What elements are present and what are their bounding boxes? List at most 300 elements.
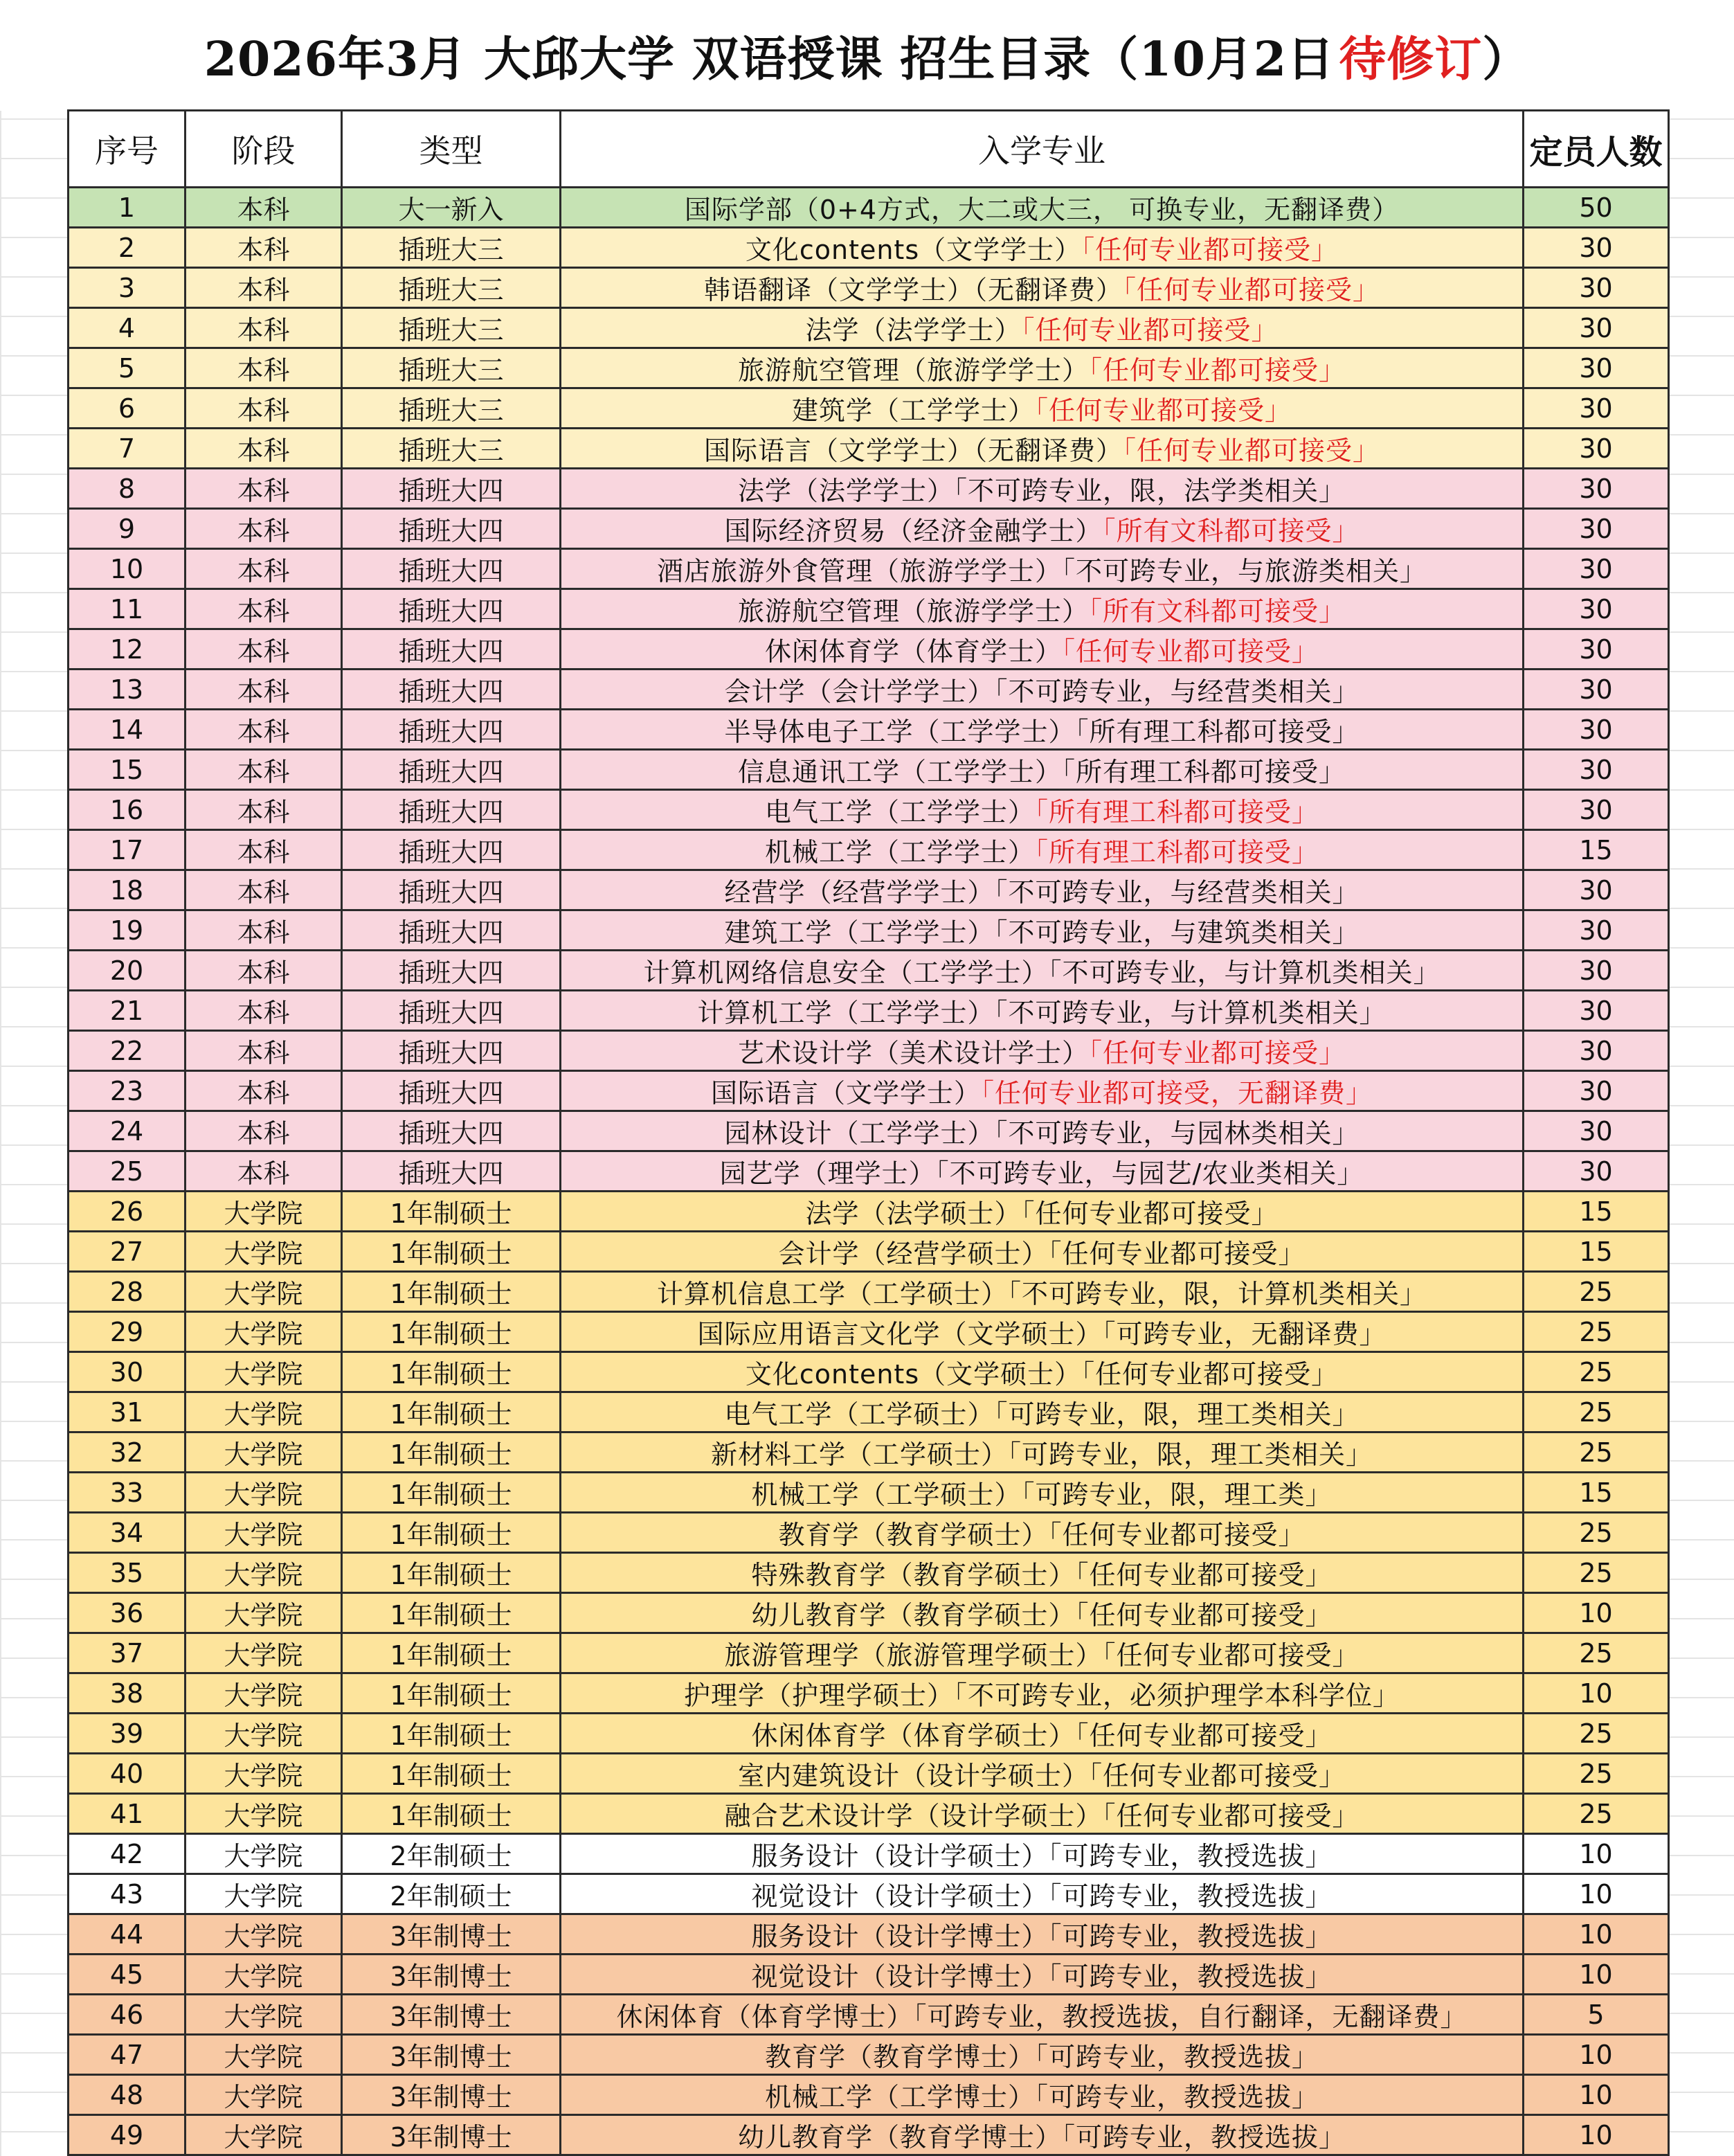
- cell-stage: 本科: [186, 910, 342, 951]
- cell-major: [561, 1031, 1524, 1071]
- cell-count: 10: [1524, 2035, 1669, 2075]
- header-major: 入学专业: [561, 111, 1524, 188]
- table-row: [69, 1031, 1669, 1071]
- cell-major: [561, 1071, 1524, 1111]
- cell-count: 30: [1524, 589, 1669, 629]
- cell-stage: 大学院: [186, 1473, 342, 1513]
- cell-type: 插班大四: [342, 910, 561, 951]
- cell-stage: 大学院: [186, 1192, 342, 1232]
- cell-seq: 4: [69, 308, 186, 348]
- major-name: 国际语言（文学学士）（无翻译费）: [703, 435, 1123, 466]
- cell-major: [561, 429, 1524, 469]
- cell-type: 插班大四: [342, 509, 561, 549]
- cell-count: 30: [1524, 429, 1669, 469]
- table-row: [69, 1192, 1669, 1232]
- cell-type: 插班大四: [342, 790, 561, 830]
- cell-stage: 大学院: [186, 1794, 342, 1834]
- cell-stage: 大学院: [186, 1312, 342, 1352]
- cell-major: [561, 790, 1524, 830]
- cell-count: 30: [1524, 710, 1669, 750]
- cell-type: 3年制博士: [342, 2035, 561, 2075]
- major-name: 机械工学（工学硕士）: [751, 1480, 1022, 1510]
- major-name: 信息通讯工学（工学学士）: [737, 757, 1062, 787]
- cell-count: 30: [1524, 1071, 1669, 1111]
- cell-seq: 37: [69, 1633, 186, 1673]
- major-note: 「可跨专业，限，理工类相关」: [994, 1399, 1360, 1430]
- cell-major: [561, 991, 1524, 1031]
- table-row: [69, 830, 1669, 870]
- major-note: 「任何专业都可接受」: [1075, 1600, 1333, 1631]
- major-name: 休闲体育（体育学博士）: [616, 2002, 914, 2032]
- cell-major: [561, 1955, 1524, 1995]
- major-name: 视觉设计（设计学博士）: [751, 1961, 1049, 1992]
- cell-major: [561, 1352, 1524, 1392]
- major-note: 「任何专业都可接受」: [1075, 1721, 1333, 1751]
- cell-seq: 20: [69, 951, 186, 991]
- cell-count: 10: [1524, 1593, 1669, 1633]
- cell-major: [561, 710, 1524, 750]
- cell-seq: 17: [69, 830, 186, 870]
- major-name: 建筑学（工学学士）: [791, 395, 1035, 426]
- major-note: 「任何专业都可接受」: [1089, 1038, 1346, 1068]
- cell-stage: 大学院: [186, 2035, 342, 2075]
- cell-seq: 14: [69, 710, 186, 750]
- table-row: [69, 549, 1669, 589]
- cell-type: 3年制博士: [342, 1914, 561, 1955]
- table-row: [69, 429, 1669, 469]
- table-row: [69, 1593, 1669, 1633]
- cell-major: [561, 268, 1524, 308]
- cell-count: 15: [1524, 1473, 1669, 1513]
- major-note: 「任何专业都可接受」: [1102, 1640, 1360, 1671]
- cell-type: 3年制博士: [342, 1995, 561, 2035]
- table-row: [69, 469, 1669, 509]
- cell-major: [561, 830, 1524, 870]
- cell-seq: 39: [69, 1714, 186, 1754]
- cell-type: 1年制硕士: [342, 1432, 561, 1473]
- cell-seq: 1: [69, 188, 186, 228]
- major-name: 融合艺术设计学（设计学硕士）: [724, 1801, 1103, 1831]
- major-name: 国际学部（0+4方式，大二或大三， 可换专业，无翻译费）: [684, 195, 1400, 225]
- major-note: 「可跨专业，无翻译费」: [1102, 1319, 1387, 1349]
- cell-major: [561, 1794, 1524, 1834]
- cell-type: 1年制硕士: [342, 1754, 561, 1794]
- cell-stage: 本科: [186, 509, 342, 549]
- cell-count: 25: [1524, 1794, 1669, 1834]
- cell-stage: 本科: [186, 629, 342, 670]
- major-note: 「任何专业都可接受」: [1089, 355, 1346, 386]
- cell-major: [561, 1312, 1524, 1352]
- cell-seq: 30: [69, 1352, 186, 1392]
- cell-seq: 38: [69, 1673, 186, 1714]
- cell-major: [561, 308, 1524, 348]
- cell-stage: 本科: [186, 308, 342, 348]
- table-row: [69, 1473, 1669, 1513]
- cell-seq: 41: [69, 1794, 186, 1834]
- cell-stage: 本科: [186, 1071, 342, 1111]
- cell-count: 15: [1524, 1192, 1669, 1232]
- cell-type: 插班大四: [342, 1071, 561, 1111]
- cell-count: 30: [1524, 549, 1669, 589]
- header-seq: 序号: [69, 111, 186, 188]
- cell-type: 1年制硕士: [342, 1352, 561, 1392]
- cell-seq: 43: [69, 1874, 186, 1914]
- cell-seq: 42: [69, 1834, 186, 1874]
- cell-seq: 40: [69, 1754, 186, 1794]
- table-row: [69, 1392, 1669, 1432]
- table-row: [69, 1151, 1669, 1192]
- cell-major: [561, 2075, 1524, 2115]
- table-row: [69, 1794, 1669, 1834]
- cell-seq: 47: [69, 2035, 186, 2075]
- major-name: 文化contents（文学硕士）: [745, 1359, 1082, 1390]
- cell-stage: 本科: [186, 991, 342, 1031]
- cell-major: [561, 589, 1524, 629]
- major-note: 「不可跨专业，与经营类相关」: [994, 676, 1360, 707]
- table-row: [69, 1955, 1669, 1995]
- cell-major: [561, 1111, 1524, 1151]
- cell-major: [561, 348, 1524, 388]
- cell-type: 插班大三: [342, 388, 561, 429]
- table-row: [69, 629, 1669, 670]
- cell-major: [561, 1192, 1524, 1232]
- cell-major: [561, 1513, 1524, 1553]
- cell-count: 10: [1524, 1834, 1669, 1874]
- cell-stage: 本科: [186, 790, 342, 830]
- cell-count: 25: [1524, 1352, 1669, 1392]
- cell-stage: 大学院: [186, 2075, 342, 2115]
- cell-type: 1年制硕士: [342, 1593, 561, 1633]
- major-name: 特殊教育学（教育学硕士）: [751, 1560, 1076, 1590]
- cell-type: 插班大三: [342, 268, 561, 308]
- header-type: 类型: [342, 111, 561, 188]
- cell-type: 1年制硕士: [342, 1232, 561, 1272]
- major-name: 机械工学（工学博士）: [764, 2082, 1035, 2112]
- title-close: ）: [1482, 31, 1530, 87]
- cell-type: 插班大三: [342, 228, 561, 268]
- major-name: 休闲体育学（体育学士）: [764, 636, 1062, 667]
- table-row: [69, 2035, 1669, 2075]
- major-note: 「任何专业都可接受」: [1021, 1198, 1279, 1229]
- cell-type: 插班大四: [342, 710, 561, 750]
- table-header-row: [69, 111, 1669, 188]
- cell-count: 30: [1524, 1031, 1669, 1071]
- major-name: 园艺学（理学士）: [719, 1158, 936, 1189]
- cell-seq: 7: [69, 429, 186, 469]
- cell-type: 插班大三: [342, 348, 561, 388]
- cell-type: 1年制硕士: [342, 1714, 561, 1754]
- major-note: 「任何专业都可接受，无翻译费」: [981, 1078, 1373, 1108]
- cell-count: 30: [1524, 870, 1669, 910]
- cell-stage: 大学院: [186, 1914, 342, 1955]
- cell-type: 1年制硕士: [342, 1473, 561, 1513]
- cell-seq: 11: [69, 589, 186, 629]
- cell-major: [561, 469, 1524, 509]
- admission-table: [67, 109, 1670, 2156]
- cell-type: 插班大三: [342, 429, 561, 469]
- major-note: 「任何专业都可接受」: [1102, 1801, 1360, 1831]
- major-name: 园林设计（工学学士）: [724, 1118, 995, 1149]
- table-row: [69, 509, 1669, 549]
- cell-type: 3年制博士: [342, 2115, 561, 2155]
- cell-major: [561, 188, 1524, 228]
- cell-seq: 9: [69, 509, 186, 549]
- table-row: [69, 670, 1669, 710]
- table-row: [69, 228, 1669, 268]
- cell-stage: 本科: [186, 188, 342, 228]
- major-name: 幼儿教育学（教育学硕士）: [751, 1600, 1076, 1631]
- cell-type: 插班大四: [342, 870, 561, 910]
- cell-stage: 大学院: [186, 1352, 342, 1392]
- cell-seq: 21: [69, 991, 186, 1031]
- cell-count: 10: [1524, 2115, 1669, 2155]
- cell-major: [561, 2115, 1524, 2155]
- major-note: 「可跨专业，教授选拔」: [1062, 2122, 1346, 2153]
- cell-stage: 本科: [186, 348, 342, 388]
- table-row: [69, 790, 1669, 830]
- cell-count: 10: [1524, 1673, 1669, 1714]
- major-note: 「任何专业都可接受」: [1081, 1359, 1339, 1390]
- cell-seq: 28: [69, 1272, 186, 1312]
- major-note: 「任何专业都可接受」: [1062, 636, 1319, 667]
- cell-major: [561, 629, 1524, 670]
- major-note: 「可跨专业，教授选拔」: [1048, 1881, 1333, 1912]
- cell-seq: 45: [69, 1955, 186, 1995]
- cell-seq: 48: [69, 2075, 186, 2115]
- major-note: 「可跨专业，教授选拔」: [1035, 2042, 1319, 2072]
- cell-major: [561, 1754, 1524, 1794]
- cell-stage: 大学院: [186, 2115, 342, 2155]
- cell-type: 2年制硕士: [342, 1834, 561, 1874]
- major-name: 会计学（经营学硕士）: [778, 1239, 1049, 1269]
- cell-major: [561, 1151, 1524, 1192]
- cell-stage: 大学院: [186, 1513, 342, 1553]
- page-title: [0, 0, 1734, 111]
- major-name: 计算机信息工学（工学硕士）: [656, 1279, 1008, 1309]
- cell-seq: 44: [69, 1914, 186, 1955]
- cell-seq: 10: [69, 549, 186, 589]
- major-note: 「不可跨专业，与建筑类相关」: [994, 917, 1360, 948]
- major-note: 「可跨专业，教授选拔」: [1048, 1921, 1333, 1952]
- cell-seq: 32: [69, 1432, 186, 1473]
- cell-seq: 15: [69, 750, 186, 790]
- cell-type: 插班大四: [342, 1151, 561, 1192]
- cell-major: [561, 670, 1524, 710]
- major-note: 「所有理工科都可接受」: [1075, 717, 1360, 747]
- cell-stage: 本科: [186, 710, 342, 750]
- title-highlight: 待修订: [1339, 31, 1483, 87]
- table-row: [69, 1633, 1669, 1673]
- cell-major: [561, 1714, 1524, 1754]
- cell-major: [561, 1995, 1524, 2035]
- cell-count: 25: [1524, 1432, 1669, 1473]
- major-name: 服务设计（设计学硕士）: [751, 1841, 1049, 1871]
- major-note: 「任何专业都可接受」: [1081, 235, 1339, 265]
- table-row: [69, 1071, 1669, 1111]
- major-name: 护理学（护理学硕士）: [683, 1680, 954, 1711]
- table-row: [69, 1312, 1669, 1352]
- major-name: 机械工学（工学学士）: [764, 837, 1035, 868]
- table-row: [69, 1673, 1669, 1714]
- cell-seq: 5: [69, 348, 186, 388]
- cell-major: [561, 1914, 1524, 1955]
- cell-count: 30: [1524, 1151, 1669, 1192]
- cell-seq: 12: [69, 629, 186, 670]
- cell-major: [561, 1553, 1524, 1593]
- cell-count: 30: [1524, 509, 1669, 549]
- cell-count: 30: [1524, 750, 1669, 790]
- table-row: [69, 2115, 1669, 2155]
- cell-stage: 本科: [186, 549, 342, 589]
- cell-type: 插班大三: [342, 308, 561, 348]
- major-note: 「不可跨专业，与计算机类相关」: [994, 998, 1387, 1028]
- major-name: 教育学（教育学硕士）: [778, 1520, 1049, 1550]
- cell-major: [561, 388, 1524, 429]
- table-row: [69, 348, 1669, 388]
- table-row: [69, 1272, 1669, 1312]
- cell-count: 10: [1524, 1874, 1669, 1914]
- major-note: 「任何专业都可接受」: [1021, 315, 1279, 345]
- table-row: [69, 1432, 1669, 1473]
- cell-seq: 26: [69, 1192, 186, 1232]
- cell-count: 10: [1524, 2075, 1669, 2115]
- major-note: 「可跨专业，限，理工类」: [1021, 1480, 1333, 1510]
- cell-count: 30: [1524, 951, 1669, 991]
- cell-seq: 27: [69, 1232, 186, 1272]
- major-note: 「不可跨专业，与园艺/农业类相关」: [935, 1158, 1364, 1189]
- major-note: 「任何专业都可接受」: [1089, 1761, 1346, 1791]
- major-note: 「可跨专业，教授选拔」: [1048, 1961, 1333, 1992]
- major-name: 计算机网络信息安全（工学学士）: [643, 958, 1049, 988]
- cell-count: 30: [1524, 1111, 1669, 1151]
- cell-count: 30: [1524, 469, 1669, 509]
- major-note: 「所有文科都可接受」: [1089, 596, 1346, 627]
- cell-type: 大一新入: [342, 188, 561, 228]
- cell-stage: 大学院: [186, 1834, 342, 1874]
- cell-stage: 大学院: [186, 1553, 342, 1593]
- major-note: 「可跨专业，教授选拔」: [1048, 1841, 1333, 1871]
- cell-stage: 大学院: [186, 1593, 342, 1633]
- table-row: [69, 1995, 1669, 2035]
- major-name: 教育学（教育学博士）: [764, 2042, 1035, 2072]
- cell-seq: 31: [69, 1392, 186, 1432]
- cell-major: [561, 228, 1524, 268]
- major-name: 建筑工学（工学学士）: [724, 917, 995, 948]
- major-note: 「所有理工科都可接受」: [1035, 797, 1319, 827]
- cell-count: 30: [1524, 308, 1669, 348]
- table-row: [69, 388, 1669, 429]
- cell-count: 30: [1524, 228, 1669, 268]
- cell-count: 30: [1524, 991, 1669, 1031]
- cell-seq: 25: [69, 1151, 186, 1192]
- cell-seq: 24: [69, 1111, 186, 1151]
- major-name: 经营学（经营学学士）: [724, 877, 995, 908]
- major-name: 旅游管理学（旅游管理学硕士）: [724, 1640, 1103, 1671]
- major-note: 「不可跨专业，与园林类相关」: [994, 1118, 1360, 1149]
- cell-stage: 本科: [186, 429, 342, 469]
- cell-type: 1年制硕士: [342, 1272, 561, 1312]
- cell-stage: 本科: [186, 1111, 342, 1151]
- table-row: [69, 910, 1669, 951]
- cell-major: [561, 750, 1524, 790]
- cell-count: 15: [1524, 1232, 1669, 1272]
- cell-seq: 18: [69, 870, 186, 910]
- cell-count: 30: [1524, 268, 1669, 308]
- cell-type: 1年制硕士: [342, 1794, 561, 1834]
- cell-seq: 33: [69, 1473, 186, 1513]
- table-row: [69, 1352, 1669, 1392]
- cell-count: 30: [1524, 388, 1669, 429]
- cell-type: 1年制硕士: [342, 1312, 561, 1352]
- cell-stage: 大学院: [186, 1955, 342, 1995]
- cell-stage: 大学院: [186, 1754, 342, 1794]
- cell-count: 25: [1524, 1312, 1669, 1352]
- cell-type: 插班大四: [342, 750, 561, 790]
- major-name: 室内建筑设计（设计学硕士）: [737, 1761, 1089, 1791]
- cell-major: [561, 509, 1524, 549]
- cell-seq: 6: [69, 388, 186, 429]
- cell-stage: 本科: [186, 469, 342, 509]
- cell-count: 25: [1524, 1633, 1669, 1673]
- major-note: 「可跨专业，教授选拔」: [1035, 2082, 1319, 2112]
- cell-stage: 大学院: [186, 1633, 342, 1673]
- cell-type: 插班大四: [342, 951, 561, 991]
- major-note: 「所有文科都可接受」: [1102, 516, 1360, 546]
- major-note: 「任何专业都可接受」: [1123, 275, 1380, 305]
- cell-seq: 3: [69, 268, 186, 308]
- major-name: 法学（法学学士）: [737, 476, 954, 506]
- cell-type: 插班大四: [342, 589, 561, 629]
- cell-major: [561, 1432, 1524, 1473]
- cell-count: 25: [1524, 1392, 1669, 1432]
- cell-stage: 大学院: [186, 1673, 342, 1714]
- cell-stage: 大学院: [186, 1432, 342, 1473]
- cell-stage: 大学院: [186, 1232, 342, 1272]
- table-row: [69, 2075, 1669, 2115]
- major-name: 酒店旅游外食管理（旅游学学士）: [656, 556, 1062, 586]
- cell-count: 30: [1524, 348, 1669, 388]
- table-row: [69, 1914, 1669, 1955]
- cell-major: [561, 1633, 1524, 1673]
- cell-count: 25: [1524, 1272, 1669, 1312]
- cell-seq: 36: [69, 1593, 186, 1633]
- table-row: [69, 750, 1669, 790]
- cell-type: 插班大四: [342, 830, 561, 870]
- cell-type: 1年制硕士: [342, 1553, 561, 1593]
- major-name: 电气工学（工学学士）: [764, 797, 1035, 827]
- cell-count: 25: [1524, 1553, 1669, 1593]
- cell-type: 3年制博士: [342, 1955, 561, 1995]
- table-row: [69, 308, 1669, 348]
- header-count: 定员人数: [1524, 111, 1669, 188]
- major-note: 「任何专业都可接受」: [1048, 1239, 1306, 1269]
- table-row: [69, 991, 1669, 1031]
- cell-type: 1年制硕士: [342, 1513, 561, 1553]
- table-row: [69, 268, 1669, 308]
- cell-seq: 8: [69, 469, 186, 509]
- major-note: 「不可跨专业，限，法学类相关」: [954, 476, 1346, 506]
- major-note: 「不可跨专业，与计算机类相关」: [1048, 958, 1441, 988]
- cell-seq: 22: [69, 1031, 186, 1071]
- table-row: [69, 1513, 1669, 1553]
- cell-type: 插班大四: [342, 1031, 561, 1071]
- cell-stage: 本科: [186, 670, 342, 710]
- cell-count: 10: [1524, 1914, 1669, 1955]
- cell-stage: 本科: [186, 228, 342, 268]
- table-row: [69, 589, 1669, 629]
- major-name: 国际经济贸易（经济金融学士）: [724, 516, 1103, 546]
- cell-seq: 23: [69, 1071, 186, 1111]
